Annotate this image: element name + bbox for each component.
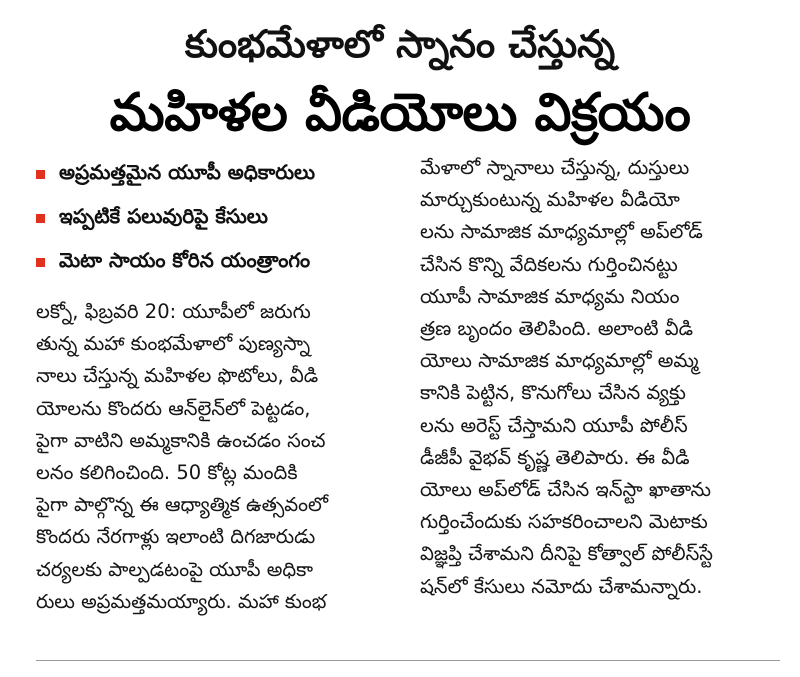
body-line: తున్న మహా కుంభమేళాలో పుణ్యస్నా [36, 332, 311, 356]
article-body-left [36, 296, 408, 618]
body-line: లను అరెస్ట్ చేస్తామని యూపీ పోలీస్ [420, 413, 688, 437]
highlight-item [36, 152, 408, 196]
body-line: యోలు సామాజిక మాధ్యమాల్లో అమ్మ [420, 349, 699, 373]
body-line: చర్యలకు పాల్పడటంపై యూపీ అధికా [36, 557, 313, 581]
body-line: పైగా పాల్గొన్న ఈ ఆధ్యాత్మిక ఉత్సవంలో [36, 493, 329, 517]
body-line: గుర్తించేందుకు సహకరించాలని మెటాకు [420, 510, 708, 534]
bottom-divider [36, 660, 780, 661]
article-body-right [420, 152, 780, 603]
body-line: రులు అప్రమత్తమయ్యారు. మహా కుంభ [36, 589, 327, 613]
body-line: లనం కలిగించింది. 50 కోట్ల మందికి [36, 461, 298, 485]
red-square-bullet-icon [36, 258, 45, 267]
body-line: యోలను కొందరు ఆన్‌లైన్‌లో పెట్టడం, [36, 396, 311, 420]
highlight-text: ఇప్పటికే పలువురిపై కేసులు [59, 203, 268, 228]
highlight-text: అప్రమత్తమైన యూపీ అధికారులు [59, 159, 316, 184]
body-line: నాలు చేస్తున్న మహిళల ఫొటోలు, వీడి [36, 364, 319, 388]
body-line: యూపీ సామాజిక మాధ్యమ నియం [420, 284, 680, 308]
body-line: మార్చుకుంటున్న మహిళల వీడియో [420, 188, 680, 212]
body-line: లక్నో, ఫిబ్రవరి 20: యూపీలో జరుగు [36, 300, 311, 323]
body-line: లను సామాజిక మాధ్యమాల్లో అప్‌లోడ్ [420, 220, 703, 244]
sub-headline: కుంభమేళాలో స్నానం చేస్తున్న [184, 22, 616, 66]
body-line: యోలు అప్‌లోడ్ చేసిన ఇన్‌స్టా ఖాతాను [420, 478, 711, 502]
body-line: కొందరు నేరగాళ్లు ఇలాంటి దిగజారుడు [36, 525, 316, 549]
right-column [420, 152, 780, 603]
body-line: విజ్ఞప్తి చేశామని దీనిపై కోత్వాల్ పోలీస్‌స్టే [420, 542, 713, 566]
highlight-text: మెటా సాయం కోరిన యంత్రాంగం [59, 247, 311, 272]
red-square-bullet-icon [36, 214, 45, 223]
main-headline: మహిళల వీడియోలు విక్రయం [109, 83, 691, 143]
body-line: త్రణ బృందం తెలిపింది. అలాంటి వీడి [420, 317, 694, 341]
body-line: మేళాలో స్నానాలు చేస్తున్న, దుస్తులు [420, 156, 690, 179]
highlight-item [36, 240, 408, 284]
body-line: పైగా వాటిని అమ్మకానికి ఉంచడం సంచ [36, 428, 326, 452]
red-square-bullet-icon [36, 170, 45, 179]
highlight-item [36, 196, 408, 240]
left-column [36, 152, 408, 618]
body-line: డీజీపీ వైభవ్ కృష్ణ తెలిపారు. ఈ వీడి [420, 445, 690, 469]
body-line: షన్‌లో కేసులు నమోదు చేశామన్నారు. [420, 574, 703, 598]
highlights-list [36, 152, 408, 284]
body-line: చేసిన కొన్ని వేదికలను గుర్తించినట్టు [420, 252, 678, 276]
body-line: కానికి పెట్టిన, కొనుగోలు చేసిన వ్యక్తు [420, 381, 686, 405]
